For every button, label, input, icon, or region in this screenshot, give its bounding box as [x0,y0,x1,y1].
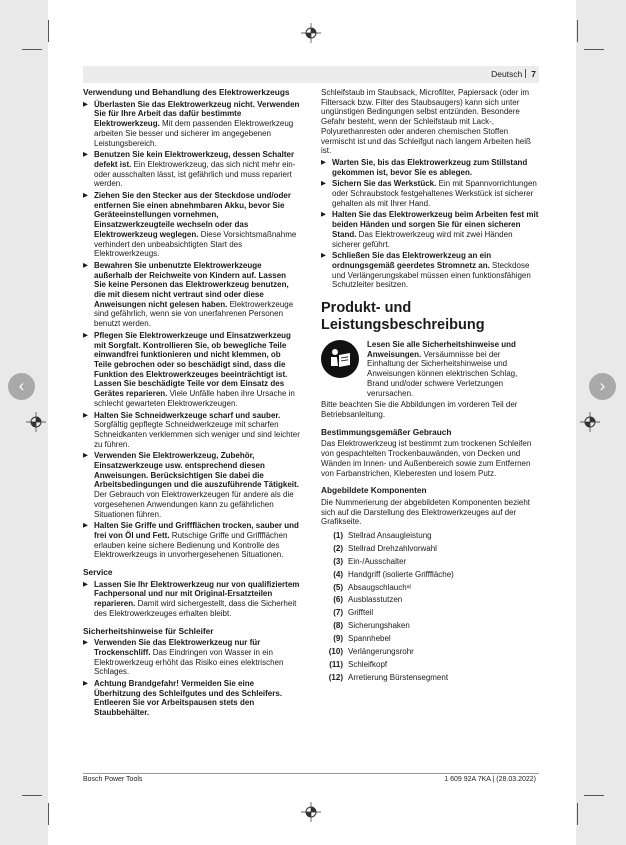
previous-page-button[interactable]: ‹ [8,373,35,400]
component-item [321,647,539,657]
component-number: (3) [333,556,343,566]
read-manual-icon [321,340,359,378]
bullet-body-text: Viele Unfälle haben ihre Ursache in schlecht gewarteten Elektrowerkzeugen. [94,389,295,408]
crop-mark [577,803,578,825]
component-item [321,673,539,683]
component-footnote-marker: a) [406,583,412,590]
bullet-bold-text: Ziehen Sie den Stecker aus der Steckdose und/oder entfernen Sie einen abnehmbaren Akku, bevor Sie Geräteeinstellungen vornehmen, Einsatzwerkzeugteile wechseln oder das Elektrowerkzeug weglegen. [94,191,291,239]
section-heading: Verwendung und Behandlung des Elektrowerkzeugs [83,87,290,97]
bullet-list [83,638,300,718]
component-item [321,621,539,631]
component-label: Stellrad Ansaugleistung [348,531,432,541]
bullet-body-text: Das Eindringen von Wasser in ein Elektrowerkzeug erhöht das Risiko eines elektrischen Schlages. [94,647,284,677]
page-header-bar [83,66,539,83]
bullet-item [83,451,300,519]
component-label: Griffteil [348,608,374,618]
bullet-bold-text: Pflegen Sie Elektrowerkzeuge und Einsatzwerkzeug mit Sorgfalt. Kontrollieren Sie, ob bewegliche Teile einwandfrei funktionieren und nicht klemmen, ob Teile gebrochen oder so beschädigt sind, dass die Funktion des Elektrowerkzeuges beeinträchtigt ist. Lassen Sie beschädigte Teile vor dem Einsatz des Gerätes reparieren. [94,330,291,399]
section-heading: Service [83,567,113,578]
bullet-bold-text: Warten Sie, bis das Elektrowerkzeug zum Stillstand gekommen ist, bevor Sie es ablegen. [332,157,528,177]
crop-mark [22,49,42,50]
component-label: Schleifkopf [348,659,388,669]
bullet-item [83,100,300,149]
bullet-item [83,191,300,259]
registration-mark-icon [301,23,321,43]
component-number: (8) [333,621,343,631]
crop-mark [48,803,49,825]
bullet-item [321,251,539,290]
bullet-bold-text: Verwenden Sie Elektrowerkzeug, Zubehör, Einsatzwerkzeuge usw. entsprechend diesen Anweisungen. Berücksichtigen Sie dabei die Arbeitsbedingungen und die auszuführende Tätigkeit. [94,451,299,490]
component-item [321,570,539,580]
bullet-item [83,261,300,329]
component-item [321,595,539,605]
component-number: (6) [333,595,343,605]
component-number: (10) [328,647,343,657]
crop-mark [22,795,42,796]
bullet-item [321,179,539,208]
page-header [491,69,536,79]
component-item [321,531,539,541]
component-item [321,583,539,593]
component-number: (2) [333,543,343,553]
bullet-bold-text: Halten Sie Griffe und Griffflächen trocken, sauber und frei von Öl und Fett. [94,521,299,540]
bullet-list [83,580,300,619]
left-column [83,88,300,720]
bullet-body-text: Das Elektrowerkzeug wird mit zwei Händen sicherer geführt. [332,229,513,249]
component-item [321,660,539,670]
bullet-body-text: Steckdose und Verlängerungskabel müssen einen funktionsfähigen Schutzleiter besitzen. [332,260,531,290]
bullet-body-text: Diese Vorsichtsmaßnahme verhindert den unbeabsichtigten Start des Elektrowerkzeugs. [94,229,297,259]
bullet-bold-text: Überlasten Sie das Elektrowerkzeug nicht. Verwenden Sie für Ihre Arbeit das dafür bestimmte Elektrowerkzeug. [94,99,300,129]
footer-divider [83,773,539,774]
bullet-bold-text: Halten Sie das Elektrowerkzeug beim Arbeiten fest mit beiden Händen und sorgen Sie für einen sicheren Stand. [332,210,539,239]
bullet-bold-text: Halten Sie Schneidwerkzeuge scharf und sauber. [94,410,281,420]
bullet-item [83,411,300,450]
crop-mark [577,20,578,42]
bullet-body-text: Elektrowerkzeuge sind gefährlich, wenn sie von unerfahrenen Personen benutzt werden. [94,299,294,329]
bullet-list [83,100,300,560]
safety-bold-text: Lesen Sie alle Sicherheitshinweise und Anweisungen. [367,340,516,359]
component-number: (7) [333,608,343,618]
bullet-body-text: Rutschige Griffe und Griffflächen erlauben keine sichere Bedienung und Kontrolle des Elektrowerkzeugs in unvorhergesehenen Situationen. [94,530,288,560]
bullet-body-text: Ein Elektrowerkzeug, das sich nicht mehr ein- oder ausschalten lässt, ist gefährlich und muss repariert werden. [94,159,296,189]
bullet-item [83,150,300,189]
bullet-item [83,679,300,718]
component-number: (12) [328,672,343,682]
bullet-body-text: Sorgfältig gepflegte Schneidwerkzeuge mit scharfen Schneidkanten verklemmen sich weniger und sind leichter zu führen. [94,420,300,449]
bullet-bold-text: Sichern Sie das Werkstück. [332,179,437,189]
component-label: Arretierung Bürstensegment [348,672,449,682]
bullet-bold-text: Bewahren Sie unbenutzte Elektrowerkzeuge außerhalb der Reichweite von Kindern auf. Lassen Sie keine Personen das Elektrowerkzeug benutzen, die mit diesem nicht vertraut sind oder diese Anweisungen nicht gelesen haben. [94,260,289,309]
next-page-button[interactable]: › [589,373,616,400]
components-list [321,531,539,683]
footer-doc-id: 1 609 92A 7KA | (28.03.2022) [444,776,536,783]
component-label: Verlängerungsrohr [348,647,414,657]
bullet-item [83,521,300,560]
section-heading: Sicherheitshinweise für Schleifer [83,625,214,636]
component-item [321,544,539,554]
components-intro: Die Nummerierung der abgebildeten Komponenten bezieht sich auf die Darstellung des Elektrowerkzeuges auf der Grafikseite. [321,497,531,527]
component-label: Ausblasstutzen [348,595,403,605]
bullet-item [83,331,300,409]
continuation-paragraph: Schleifstaub im Staubsack, Microfilter, Papiersack (oder im Filtersack bzw. Filter des Staubsaugers) kann sich unter ungünstigen Bedingungen selbst entzünden. Besondere Gefahr besteht, wenn der Schleifstaub mit Lack-, Polyurethanresten oder anderen chemischen Stoffen vermischt ist und das Schleifgut nach langem Arbeiten heiß ist. [321,88,531,156]
component-label: Ein-/Ausschalter [348,556,407,566]
images-note: Bitte beachten Sie die Abbildungen im vorderen Teil der Betriebsanleitung. [321,400,518,419]
bullet-body-text: Mit dem passenden Elektrowerkzeug arbeiten Sie besser und sicherer im angegebenen Leistungsbereich. [94,119,294,148]
component-number: (9) [333,634,343,644]
component-label: Handgriff (isolierte Grifffläche) [348,569,454,579]
crop-mark [584,795,604,796]
footer-brand: Bosch Power Tools [83,776,143,783]
bullet-body-text: Damit wird sichergestellt, dass die Sicherheit des Elektrowerkzeuges erhalten bleibt. [94,599,297,618]
section-heading: Abgebildete Komponenten [321,485,427,496]
component-number: (4) [333,569,343,579]
registration-mark-icon [26,412,46,432]
registration-mark-icon [301,802,321,822]
bullet-item [321,158,539,177]
bullet-item [321,210,539,249]
component-number: (1) [333,531,343,541]
component-number: (5) [333,582,343,592]
crop-mark [48,20,49,42]
page-number: 7 [531,69,536,79]
component-item [321,608,539,618]
section-heading: Bestimmungsgemäßer Gebrauch [321,426,452,437]
bullet-bold-text: Lassen Sie Ihr Elektrowerkzeug nur von qualifiziertem Fachpersonal und nur mit Original-Ersatzteilen reparieren. [94,579,300,609]
component-item [321,557,539,567]
bullet-item [83,580,300,619]
component-label: Spannhebel [348,634,391,644]
intended-use-text: Das Elektrowerkzeug ist bestimmt zum trockenen Schleifen von gespachtelten Trockenbauwänden, von Decken und Wänden im Innen- und Außenbereich sowie zum Entfernen von Farbanstrichen, Kleberesten und losem Putz. [321,439,532,478]
bullet-bold-text: Verwenden Sie das Elektrowerkzeug nur für Trockenschliff. [94,638,261,657]
header-section: Deutsch [491,69,523,79]
product-section-title: Produkt- und Leistungsbeschreibung [321,300,485,334]
bullet-body-text: Ein mit Spannvorrichtungen oder Schraubstock festgehaltenes Werkstück ist sicherer gehalten als mit Ihrer Hand. [332,179,537,208]
component-label: Absaugschlauch [348,582,407,592]
crop-mark [584,49,604,50]
right-column [321,88,539,686]
component-number: (11) [329,659,343,669]
component-label: Stellrad Drehzahlvorwahl [348,543,437,553]
safety-notice [321,340,539,398]
bullet-body-text: Der Gebrauch von Elektrowerkzeugen für andere als die vorgesehenen Anwendungen kann zu gefährlichen Situationen führen. [94,490,294,519]
safety-text [367,340,539,398]
component-label: Sicherungshaken [348,621,410,631]
registration-mark-icon [580,412,600,432]
component-item [321,634,539,644]
bullet-list [321,158,539,290]
bullet-bold-text: Achtung Brandgefahr! Vermeiden Sie eine Überhitzung des Schleifgutes und des Schleifers. Entleeren Sie vor Arbeitspausen stets den Staubbehälter. [94,679,283,718]
bullet-item [83,638,300,677]
safety-body-text: Versäumnisse bei der Einhaltung der Sicherheitshinweise und Anweisungen können elektrischen Schlag, Brand und/oder schwere Verletzungen verursachen. [367,349,518,398]
header-divider [525,69,526,78]
bullet-bold-text: Benutzen Sie kein Elektrowerkzeug, dessen Schalter defekt ist. [94,150,295,169]
bullet-bold-text: Schließen Sie das Elektrowerkzeug an ein ordnungsgemäß geerdetes Stromnetz an. [332,251,492,270]
